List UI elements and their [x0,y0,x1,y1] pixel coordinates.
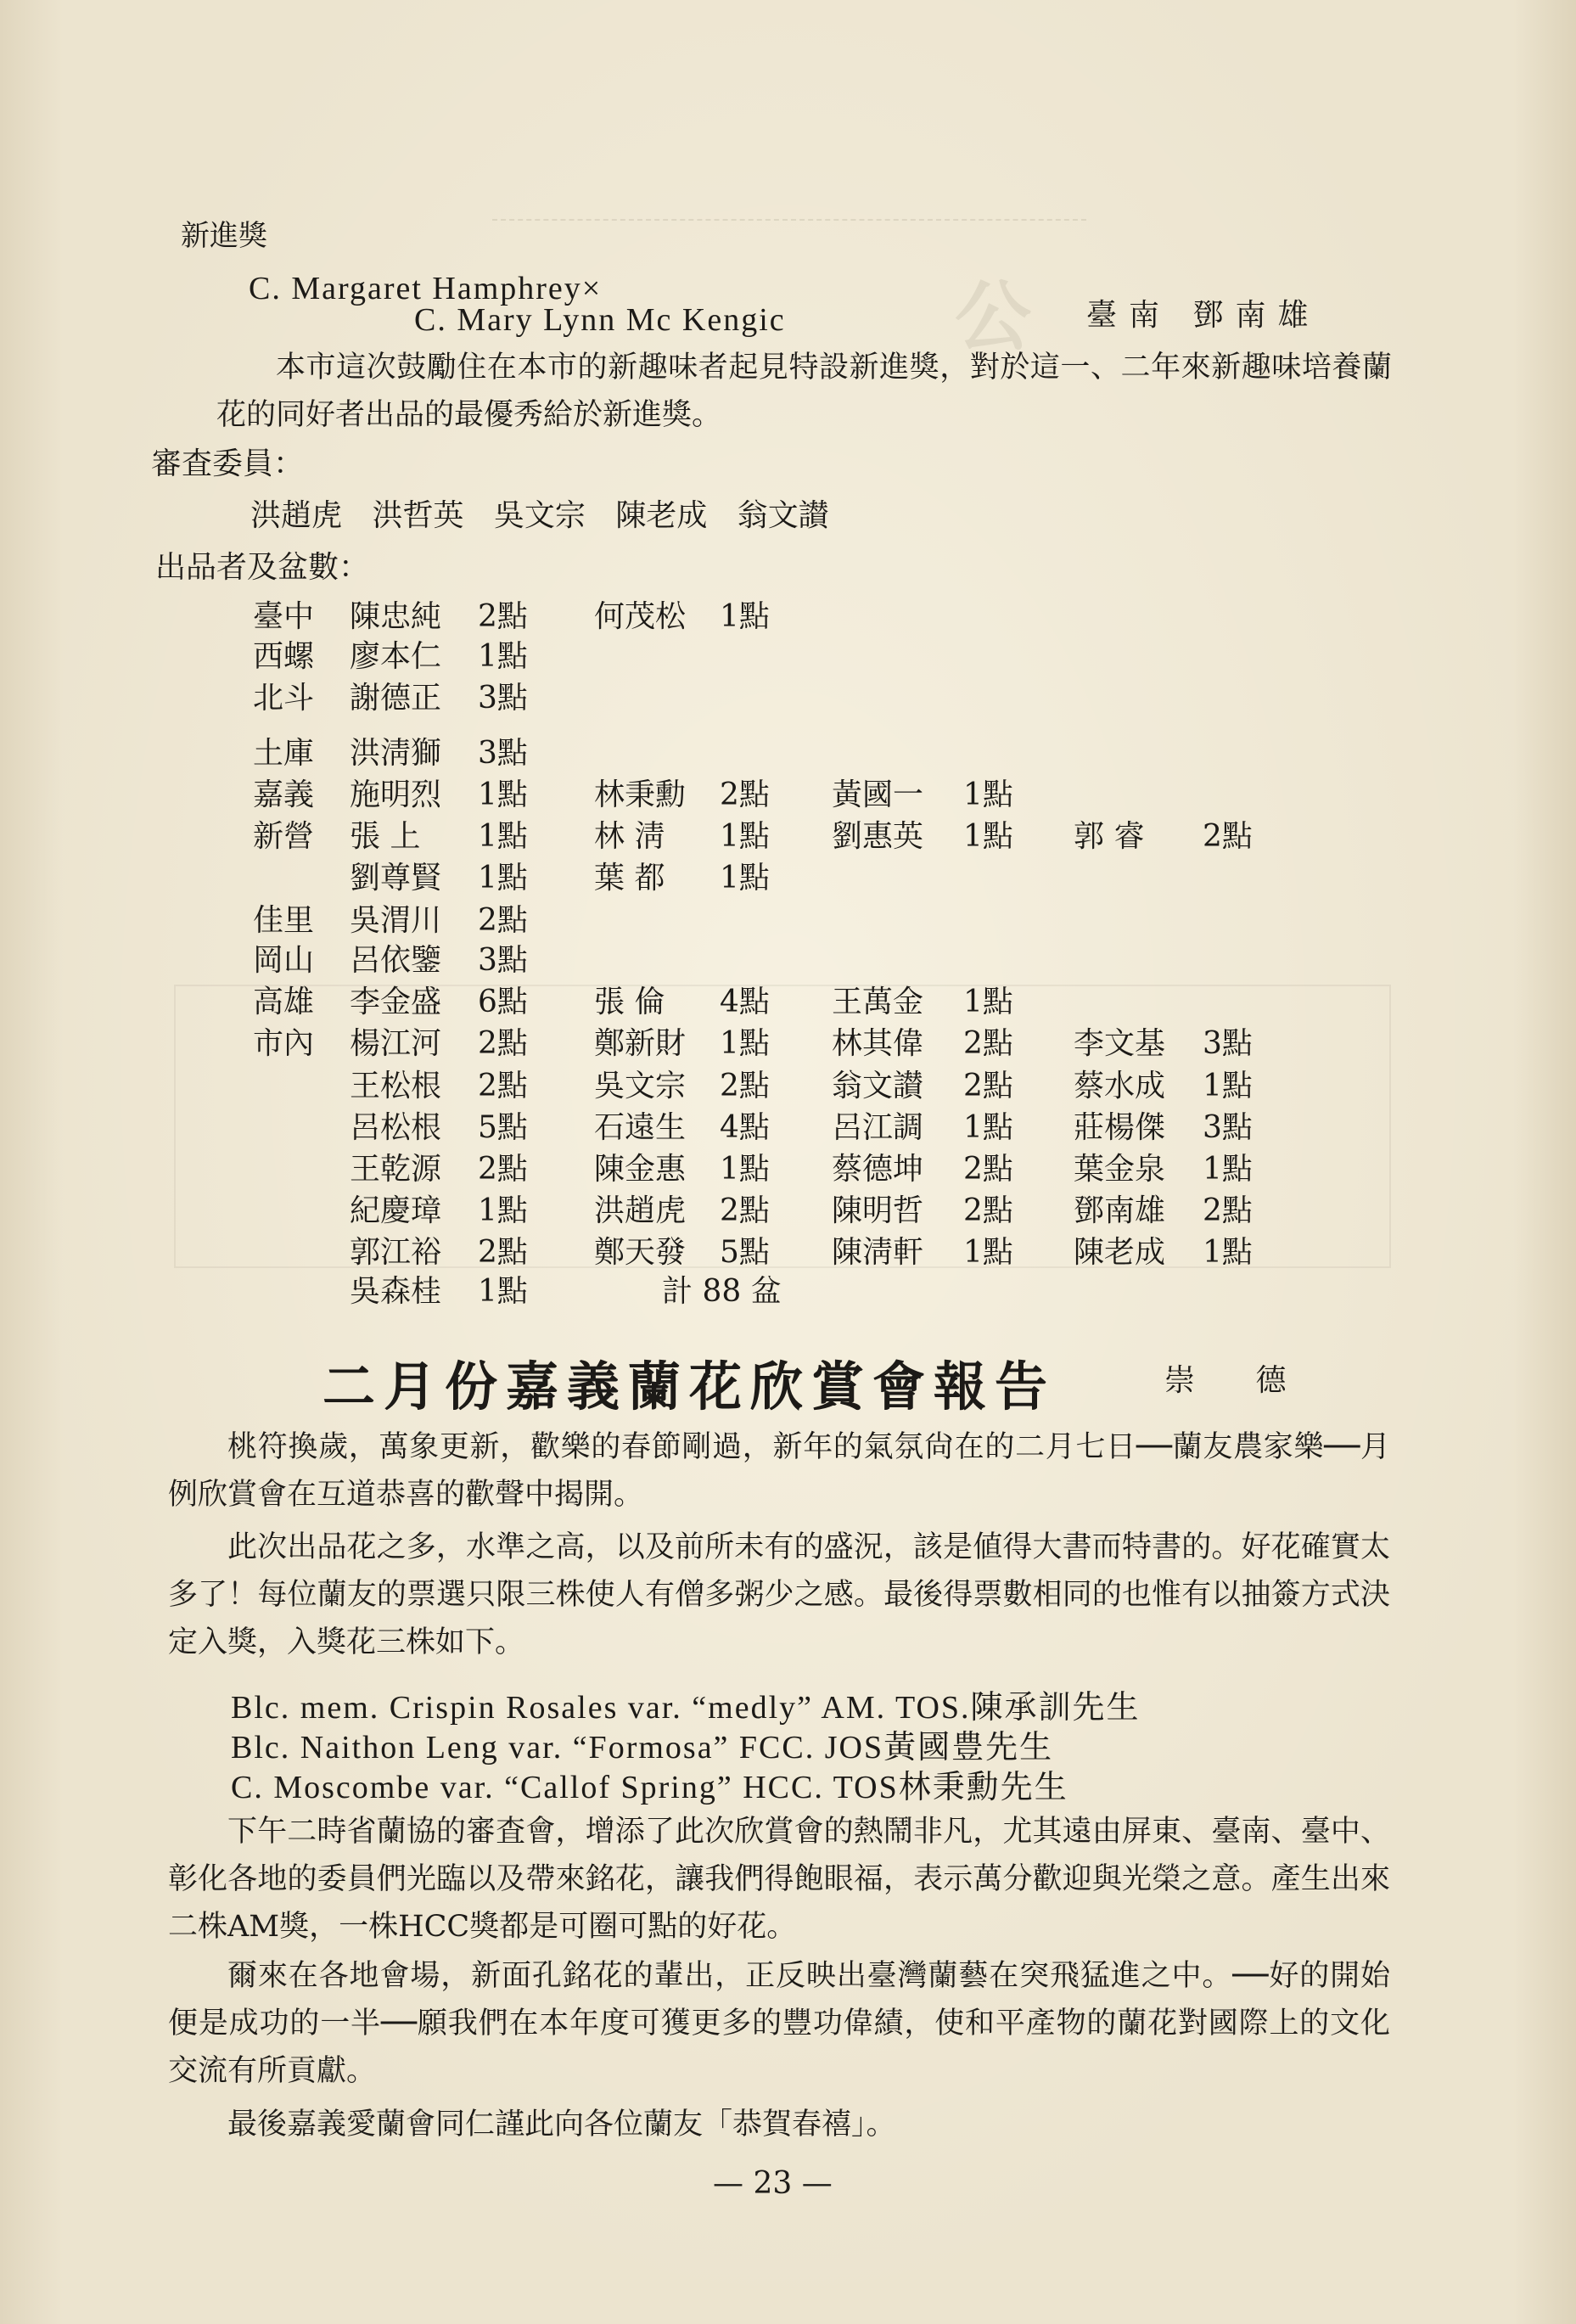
exhibitor-count: 1點 [963,819,1013,854]
exhibitor-name: 吳渭川 [350,903,442,938]
winner-line-3: C. Moscombe var. “Callof Spring” HCC. TOS林秉勳先生 [231,1770,1068,1805]
exhibitor-count: 2點 [720,777,770,812]
winner-line-2: Blc. Naithon Leng var. “Formosa” FCC. JOS黃國豊先生 [231,1730,1054,1765]
exhibitor-name: 鄭天發 [594,1235,687,1270]
exhibitor-name: 林秉勳 [594,777,687,812]
exhibitor-name: 洪趙虎 [594,1193,687,1228]
exhibitor-name: 楊江河 [350,1026,442,1061]
exhibitor-total: 計 88 盆 [662,1274,782,1309]
exhibitors-heading: 出品者及盆數： [155,550,370,585]
judges-list: 洪趙虎 洪哲英 吳文宗 陳老成 翁文讃 [250,498,829,533]
exhibitor-name: 呂依鑒 [350,943,442,978]
exhibitor-name: 翁文讃 [832,1069,924,1103]
exhibitor-count: 2點 [963,1069,1013,1103]
exhibitor-count: 2點 [478,1235,528,1270]
exhibitor-count: 2點 [478,1069,528,1103]
hybrid-line-1: C. Margaret Hamphrey× [249,271,603,306]
exhibitor-name: 陳淸軒 [832,1235,924,1270]
exhibitor-name: 何茂松 [594,599,687,634]
exhibitor-count: 1點 [963,1235,1013,1270]
exhibitor-count: 1點 [1203,1069,1253,1103]
paragraph-2: 此次出品花之多，水準之高，以及前所未有的盛況，該是値得大書而特書的。好花確實太多了！每位蘭友的票選只限三株使人有僧多粥少之感。最後得票數相同的也惟有以抽簽方式決定入獎，入獎花三株如下。 [168,1530,1390,1659]
exhibitor-count: 3點 [478,736,528,771]
paragraph-1: 桃符換歲，萬象更新，歡樂的春節剛過，新年的氣氛尙在的二月七日──蘭友農家樂──月例欣賞會在互道恭喜的歡聲中揭開。 [168,1430,1390,1512]
exhibitor-name: 鄧南雄 [1074,1193,1166,1228]
page-number: — 23 — [713,2166,833,2201]
paragraph-4: 爾來在各地會場，新面孔銘花的輩出，正反映出臺灣蘭藝在突飛猛進之中。──好的開始便是成功的一半──願我們在本年度可獲更多的豐功偉績，使和平產物的蘭花對國際上的文化交流有所貢獻。 [168,1959,1390,2088]
exhibitor-name: 謝德正 [350,681,442,716]
exhibitor-name: 蔡德坤 [832,1152,924,1187]
exhibitor-count: 1點 [478,861,528,895]
exhibitor-name: 施明烈 [350,777,442,812]
exhibitor-name: 林其偉 [832,1026,924,1061]
exhibitor-name: 陳明哲 [832,1193,924,1228]
region-label: 新營 [253,819,315,854]
exhibitor-count: 2點 [963,1026,1013,1061]
exhibitor-name: 莊楊傑 [1074,1110,1166,1145]
exhibitor-count: 1點 [478,639,528,674]
award-description: 本市這次鼓勵住在本市的新趣味者起見特設新進獎，對於這一、二年來新趣味培養蘭花的同好者出品的最優秀給於新進獎。 [216,351,1392,432]
region-label: 岡山 [253,943,315,978]
exhibitor-count: 1點 [478,1193,528,1228]
exhibitor-count: 4點 [720,985,770,1019]
region-label: 臺中 [253,599,315,634]
exhibitor-count: 4點 [720,1110,770,1145]
exhibitor-name: 林 淸 [594,819,665,854]
exhibitor-count: 1點 [1203,1152,1253,1187]
exhibitor-name: 李文基 [1074,1026,1166,1061]
exhibitor-name: 紀慶璋 [350,1193,442,1228]
exhibitor-count: 3點 [1203,1110,1253,1145]
exhibitor-count: 3點 [478,943,528,978]
exhibitor-count: 1點 [720,599,770,634]
exhibitor-count: 1點 [478,1274,528,1309]
paragraph-5: 最後嘉義愛蘭會同仁謹此向各位蘭友「恭賀春禧」。 [227,2108,896,2142]
exhibitor-name: 鄭新財 [594,1026,687,1061]
exhibitor-count: 2點 [963,1193,1013,1228]
exhibitor-count: 2點 [1203,1193,1253,1228]
exhibitor-count: 2點 [478,599,528,634]
exhibitor-count: 1點 [478,777,528,812]
article-author: 崇 德 [1164,1363,1312,1398]
exhibitor-name: 洪淸獅 [350,736,442,771]
exhibitor-count: 2點 [478,1026,528,1061]
exhibitor-count: 2點 [720,1069,770,1103]
exhibitor-count: 1點 [720,819,770,854]
exhibitor-name: 張 倫 [594,985,665,1019]
region-label: 佳里 [253,903,315,938]
paragraph-3: 下午二時省蘭協的審査會，增添了此次欣賞會的熱鬧非凡，尤其遠由屏東、臺南、臺中、彰化各地的委員們光臨以及帶來銘花，讓我們得飽眼福，表示萬分歡迎與光榮之意。產生出來二株AM獎，一株HCC獎都是可圈可點的好花。 [168,1815,1390,1944]
exhibitor-name: 陳老成 [1074,1235,1166,1270]
exhibitor-name: 陳忠純 [350,599,442,634]
exhibitor-count: 3點 [478,681,528,716]
exhibitor-count: 1點 [963,1110,1013,1145]
exhibitor-count: 1點 [963,777,1013,812]
exhibitor-count: 2點 [478,903,528,938]
exhibitor-count: 1點 [720,1026,770,1061]
exhibitor-name: 郭江裕 [350,1235,442,1270]
exhibitor-name: 王乾源 [350,1152,442,1187]
exhibitor-name: 葉 都 [594,861,665,895]
exhibitor-count: 1點 [963,985,1013,1019]
exhibitor-name: 呂江調 [832,1110,924,1145]
exhibitor-count: 2點 [963,1152,1013,1187]
region-label: 土庫 [253,736,315,771]
exhibitor-name: 黃國一 [832,777,924,812]
bleedthrough-mark: 公 [955,272,1031,362]
article-title: 二月份嘉義蘭花欣賞會報告 [322,1356,1057,1417]
exhibitor-count: 1點 [720,1152,770,1187]
exhibitor-count: 5點 [478,1110,528,1145]
winner: 臺南 鄧南雄 [1086,298,1321,333]
exhibitor-name: 廖本仁 [350,639,442,674]
exhibitor-name: 王萬金 [832,985,924,1019]
exhibitor-name: 吳文宗 [594,1069,687,1103]
section-new-entry-award: 新進獎 [181,219,267,253]
exhibitor-name: 王松根 [350,1069,442,1103]
exhibitor-name: 張 上 [350,819,421,854]
exhibitor-name: 劉惠英 [832,819,924,854]
exhibitor-count: 6點 [478,985,528,1019]
region-label: 高雄 [253,985,315,1019]
exhibitor-name: 蔡水成 [1074,1069,1166,1103]
exhibitor-name: 葉金泉 [1074,1152,1166,1187]
region-label: 嘉義 [253,777,315,812]
hybrid-line-2: C. Mary Lynn Mc Kengic [414,302,786,338]
exhibitor-name: 郭 睿 [1074,819,1145,854]
winner-line-1: Blc. mem. Crispin Rosales var. “medly” AM. TOS.陳承訓先生 [231,1690,1141,1726]
exhibitor-name: 陳金惠 [594,1152,687,1187]
exhibitor-count: 2點 [720,1193,770,1228]
region-label: 西螺 [253,639,315,674]
exhibitor-name: 石遠生 [594,1110,687,1145]
region-label: 北斗 [253,681,315,716]
exhibitor-count: 1點 [720,861,770,895]
exhibitor-name: 劉尊賢 [350,861,442,895]
exhibitor-name: 吳森桂 [350,1274,442,1309]
bleedthrough-rule [492,219,1086,221]
exhibitor-count: 1點 [478,819,528,854]
exhibitor-name: 呂松根 [350,1110,442,1145]
judges-heading: 審査委員： [151,446,305,481]
exhibitor-name: 李金盛 [350,985,442,1019]
exhibitor-count: 2點 [478,1152,528,1187]
exhibitor-count: 1點 [1203,1235,1253,1270]
exhibitor-count: 2點 [1203,819,1253,854]
exhibitor-count: 5點 [720,1235,770,1270]
region-label: 市內 [253,1026,315,1061]
exhibitor-count: 3點 [1203,1026,1253,1061]
